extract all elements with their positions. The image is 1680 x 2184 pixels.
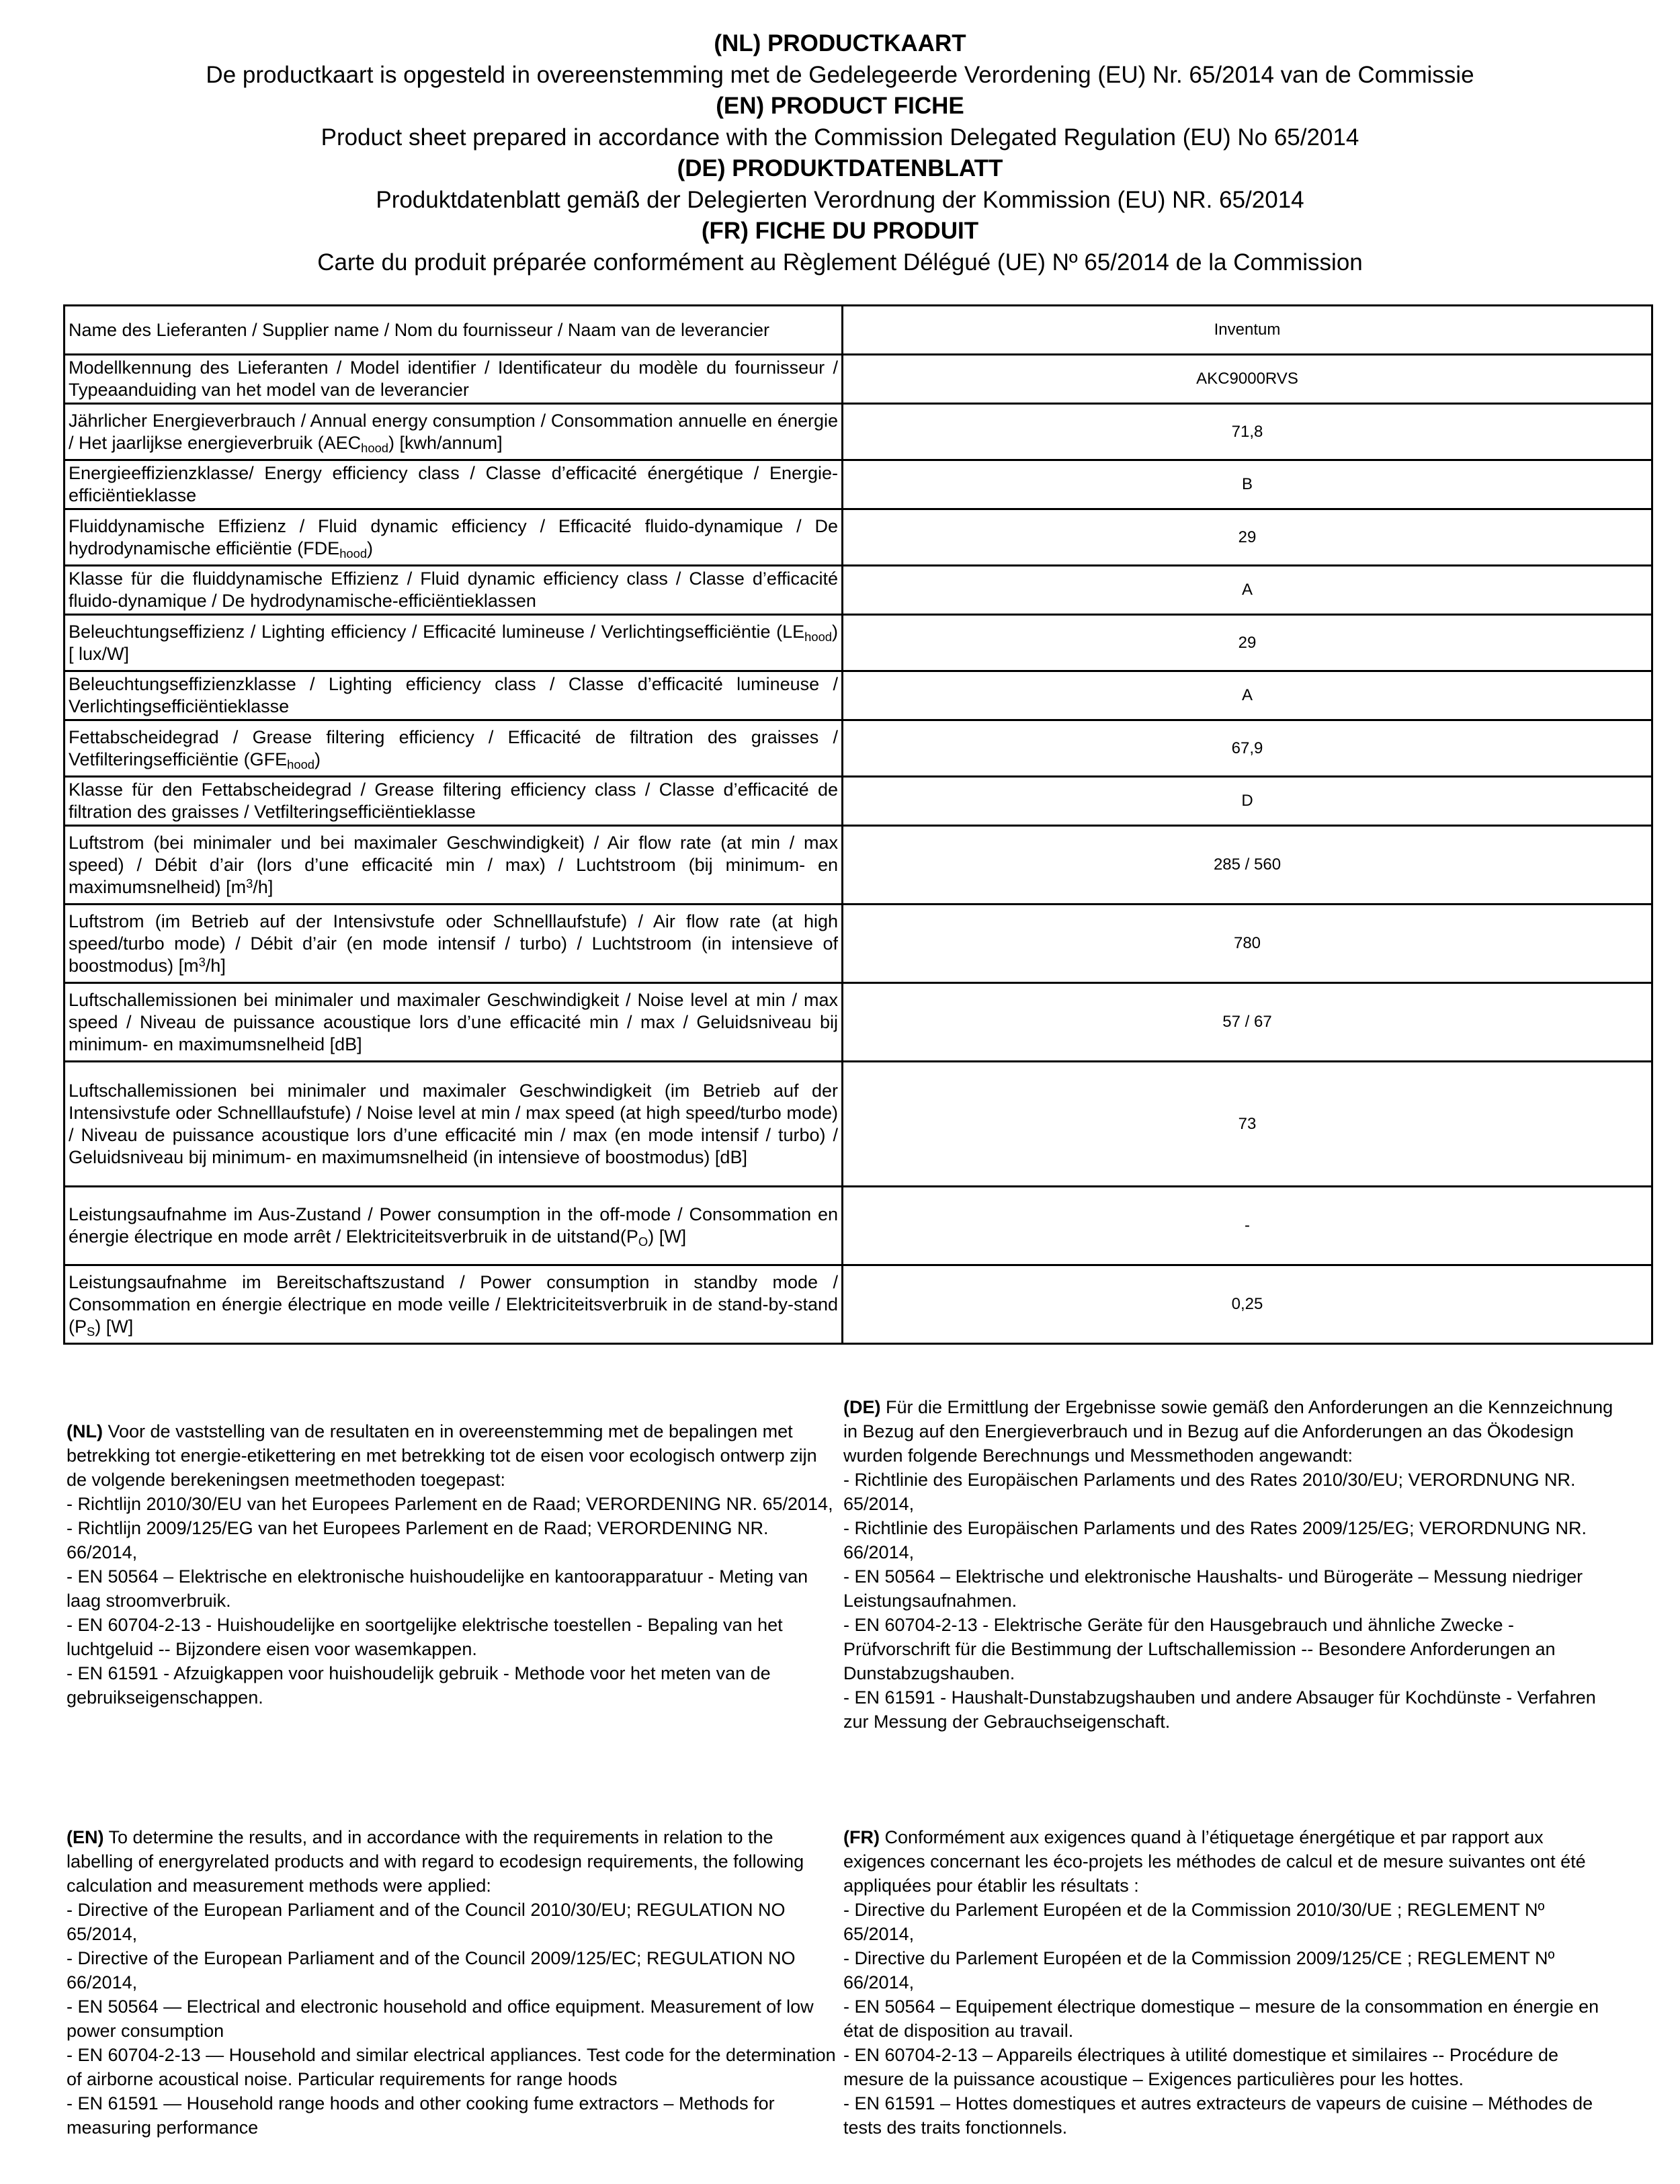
row-label-superscript: 3: [246, 876, 253, 890]
row-label-subscript: hood: [339, 546, 368, 560]
notes-de-line: - Richtlinie des Europäischen Parlaments und des Rates 2010/30/EU; VERORDNUNG NR. 65/2014,: [843, 1470, 1576, 1514]
row-label-text: Name des Lieferanten / Supplier name / Nom du fournisseur / Naam van de leverancier: [69, 319, 770, 340]
table-row: [65, 1187, 1652, 1265]
table-row: [65, 509, 1652, 566]
row-label: [65, 671, 843, 720]
notes-fr-intro: [843, 1825, 1616, 1898]
notes-en-heading: (EN): [67, 1827, 104, 1847]
header-nl-subtitle: De productkaart is opgesteld in overeenstemming met de Gedelegeerde Verordening (EU) Nr. 65/2014 van de Commissie: [206, 62, 1474, 88]
row-value: B: [843, 460, 1652, 509]
notes-de: [843, 1395, 1616, 1734]
table-row: [65, 404, 1652, 460]
notes-de-intro-text: Für die Ermittlung der Ergebnisse sowie gemäß den Anforderungen an die Kennzeichnung in Bezug auf den Energieverbrauch und in Bezug auf die Anforderungen an das Ökodesign wurden folgende Berechnungs und Messmethoden angewandt:: [843, 1397, 1613, 1466]
row-label-suffix: /h]: [253, 876, 274, 897]
row-label: [65, 720, 843, 777]
row-label: [65, 615, 843, 671]
row-label: [65, 905, 843, 983]
table-row: [65, 905, 1652, 983]
notes-nl-line: - EN 50564 – Elektrische en elektronische huishoudelijke en kantoorapparatuur - Meting van laag stroomverbruik.: [67, 1566, 808, 1611]
row-label-suffix: ) [W]: [648, 1226, 687, 1247]
header-nl-title: (NL) PRODUCTKAART: [714, 30, 966, 56]
table-row: [65, 826, 1652, 905]
row-value: 285 / 560: [843, 826, 1652, 905]
row-label: [65, 1187, 843, 1265]
notes-de-line: - EN 61591 - Haushalt-Dunstabzugshauben und andere Absauger für Kochdünste - Verfahren zur Messung der Gebrauchseigenschaft.: [843, 1687, 1596, 1732]
notes-fr: [843, 1825, 1616, 2140]
row-label: [65, 777, 843, 826]
table-row: [65, 306, 1652, 355]
header-de-title: (DE) PRODUKTDATENBLATT: [677, 155, 1003, 181]
notes-nl: [67, 1419, 839, 1710]
notes-fr-intro-text: Conformément aux exigences quand à l’étiquetage énergétique et par rapport aux exigences concernant les éco-projets les méthodes de calcul et de mesure suivantes ont été appliquées pour établir les résultats :: [843, 1827, 1586, 1896]
table-row: [65, 720, 1652, 777]
notes-fr-line: - EN 61591 – Hottes domestiques et autres extracteurs de vapeurs de cuisine – Méthodes de tests des traits fonctionnels.: [843, 2093, 1593, 2138]
header-en-title: (EN) PRODUCT FICHE: [716, 93, 964, 119]
notes-en: [67, 1825, 839, 2140]
header-en-subtitle: Product sheet prepared in accordance with the Commission Delegated Regulation (EU) No 65/2014: [321, 124, 1359, 151]
row-label: [65, 509, 843, 566]
table-row: [65, 983, 1652, 1062]
notes-nl-line: - Richtlijn 2010/30/EU van het Europees Parlement en de Raad; VERORDENING NR. 65/2014,: [67, 1494, 833, 1514]
table-row: [65, 460, 1652, 509]
row-value: 67,9: [843, 720, 1652, 777]
row-value: A: [843, 671, 1652, 720]
row-label-suffix: ): [367, 538, 374, 558]
notes-en-line: - Directive of the European Parliament and of the Council 2010/30/EU; REGULATION NO 65/2014,: [67, 1900, 786, 1944]
row-label: [65, 983, 843, 1062]
notes-nl-line: - EN 61591 - Afzuigkappen voor huishoudelijk gebruik - Methode voor het meten van de gebruikseigenschappen.: [67, 1663, 771, 1708]
notes-nl-intro-text: Voor de vaststelling van de resultaten en in overeenstemming met de bepalingen met betrekking tot energie-etikettering en met betrekking tot de eisen voor ecologisch ontwerp zijn de volgende berekeningsen meetmethoden toegepast:: [67, 1421, 817, 1490]
notes-fr-line: - Directive du Parlement Européen et de la Commission 2009/125/CE ; REGLEMENT Nº 66/2014,: [843, 1948, 1555, 1992]
row-label-subscript: O: [638, 1234, 648, 1249]
notes-nl-line: - Richtlijn 2009/125/EG van het Europees Parlement en de Raad; VERORDENING NR. 66/2014,: [67, 1518, 769, 1562]
row-value: 71,8: [843, 404, 1652, 460]
row-label-text: Jährlicher Energieverbrauch / Annual energy consumption / Consommation annuelle en énergie / Het jaarlijkse energieverbruik (AEC: [69, 410, 838, 453]
product-fiche-table: [63, 304, 1653, 1345]
row-value: Inventum: [843, 306, 1652, 355]
notes-en-line: - EN 50564 — Electrical and electronic household and office equipment. Measurement of low power consumption: [67, 1997, 814, 2041]
table-row: [65, 615, 1652, 671]
row-label-text: Beleuchtungseffizienz / Lighting efficiency / Efficacité lumineuse / Verlichtingsefficiëntie (LE: [69, 621, 805, 642]
document-header: [0, 28, 1680, 278]
row-label: [65, 566, 843, 615]
row-label-text: Luftschallemissionen bei minimaler und maximaler Geschwindigkeit / Noise level at min / max speed / Niveau de puissance acoustique lors d’une efficacité min / max / Geluidsniveau bij minimum- en maximumsnelheid [dB]: [69, 989, 838, 1054]
notes-fr-line: - EN 60704-2-13 – Appareils électriques à utilité domestique et similaires -- Procédure de mesure de la puissance acoustique – Exigences particulières pour les hottes.: [843, 2045, 1559, 2089]
notes-en-intro: [67, 1825, 839, 1898]
row-label-text: Luftstrom (bei minimaler und bei maximaler Geschwindigkeit) / Air flow rate (at min / max speed) / Débit d’air (lors d’une efficacité min / max) / Luchtstroom (bij minimum- en maximumsnelheid) [m: [69, 832, 838, 897]
row-label-suffix: ) [kwh/annum]: [388, 432, 503, 453]
row-value: -: [843, 1187, 1652, 1265]
table-row: [65, 355, 1652, 404]
row-value: A: [843, 566, 1652, 615]
row-label-text: Klasse für den Fettabscheidegrad / Grease filtering efficiency class / Classe d’efficacité de filtration des graisses / Vetfilteringsefficiëntieklasse: [69, 780, 838, 822]
header-fr-title: (FR) FICHE DU PRODUIT: [701, 218, 979, 244]
row-label-subscript: hood: [287, 757, 314, 771]
notes-de-heading: (DE): [843, 1397, 881, 1417]
table-row: [65, 566, 1652, 615]
row-label-subscript: S: [87, 1324, 95, 1339]
row-label-subscript: hood: [804, 629, 832, 644]
notes-en-line: - EN 61591 — Household range hoods and other cooking fume extractors – Methods for measuring performance: [67, 2093, 775, 2138]
row-label: [65, 404, 843, 460]
notes-de-line: - Richtlinie des Europäischen Parlaments und des Rates 2009/125/EG; VERORDNUNG NR. 66/2014,: [843, 1518, 1587, 1562]
table-row: [65, 777, 1652, 826]
row-label: [65, 1265, 843, 1344]
row-label-suffix: ): [314, 749, 321, 769]
row-label: [65, 1062, 843, 1187]
notes-fr-line: - EN 50564 – Equipement électrique domestique – mesure de la consommation en énergie en état de disposition au travail.: [843, 1997, 1599, 2041]
table-row: [65, 1265, 1652, 1344]
row-value: 57 / 67: [843, 983, 1652, 1062]
row-label: [65, 306, 843, 355]
row-label-superscript: 3: [198, 954, 206, 969]
row-value: 0,25: [843, 1265, 1652, 1344]
row-label: [65, 826, 843, 905]
row-label-suffix: ) [ lux/W]: [69, 621, 838, 664]
row-label-subscript: hood: [361, 440, 389, 455]
row-value: 29: [843, 509, 1652, 566]
row-value: AKC9000RVS: [843, 355, 1652, 404]
table-row: [65, 671, 1652, 720]
row-value: 29: [843, 615, 1652, 671]
notes-fr-heading: (FR): [843, 1827, 880, 1847]
notes-en-line: - Directive of the European Parliament and of the Council 2009/125/EC; REGULATION NO 66/2014,: [67, 1948, 796, 1992]
row-label: [65, 460, 843, 509]
notes-nl-intro: [67, 1419, 839, 1492]
row-label: [65, 355, 843, 404]
notes-en-line: - EN 60704-2-13 — Household and similar electrical appliances. Test code for the determination of airborne acoustical noise. Particular requirements for range hoods: [67, 2045, 836, 2089]
row-label-text: Luftstrom (im Betrieb auf der Intensivstufe oder Schnelllaufstufe) / Air flow rate (at high speed/turbo mode) / Débit d’air (en mode intensif / turbo) / Luchtstroom (in intensieve of boostmodus) [m: [69, 911, 838, 976]
header-de-subtitle: Produktdatenblatt gemäß der Delegierten Verordnung der Kommission (EU) NR. 65/2014: [376, 187, 1304, 213]
row-label-text: Fettabscheidegrad / Grease filtering efficiency / Efficacité de filtration des graisses / Vetfilteringsefficiëntie (GFE: [69, 726, 838, 769]
notes-fr-line: - Directive du Parlement Européen et de la Commission 2010/30/UE ; REGLEMENT Nº 65/2014,: [843, 1900, 1545, 1944]
row-label-text: Fluiddynamische Effizienz / Fluid dynamic efficiency / Efficacité fluido-dynamique / De hydrodynamische efficiëntie (FDE: [69, 515, 838, 558]
header-fr-subtitle: Carte du produit préparée conformément au Règlement Délégué (UE) Nº 65/2014 de la Commission: [317, 249, 1363, 276]
table-row: [65, 1062, 1652, 1187]
row-label-text: Leistungsaufnahme im Bereitschaftszustand / Power consumption in standby mode / Consommation en énergie électrique en mode veille / Elektriciteitsverbruik in de stand-by-stand (P: [69, 1271, 838, 1337]
row-label-text: Klasse für die fluiddynamische Effizienz / Fluid dynamic efficiency class / Classe d’efficacité fluido-dynamique / De hydrodynamische-efficiëntieklassen: [69, 569, 838, 611]
row-label-text: Modellkennung des Lieferanten / Model identifier / Identificateur du modèle du fournisseur / Typeaanduiding van het model van de leverancier: [69, 358, 838, 400]
row-label-text: Luftschallemissionen bei minimaler und maximaler Geschwindigkeit (im Betrieb auf der Intensivstufe oder Schnelllaufstufe) / Noise level at min / max speed (at high speed/turbo mode) / Niveau de puissance acoustique lors d’une efficacité min / max (en mode intensif / turbo) / Geluidsniveau bij minimum- en maximumsnelheid (in intensieve of boostmodus) [dB]: [69, 1080, 838, 1167]
row-value: 780: [843, 905, 1652, 983]
notes-de-intro: [843, 1395, 1616, 1468]
row-label-text: Leistungsaufnahme im Aus-Zustand / Power consumption in the off-mode / Consommation en énergie électrique en mode arrêt / Elektriciteitsverbruik in de uitstand(P: [69, 1204, 838, 1247]
notes-de-line: - EN 60704-2-13 - Elektrische Geräte für den Hausgebrauch und ähnliche Zwecke - Prüfvorschrift für die Bestimmung der Luftschallemission -- Besondere Anforderungen an Dunstabzugshauben.: [843, 1615, 1556, 1683]
row-value: D: [843, 777, 1652, 826]
row-label-suffix: /h]: [205, 955, 226, 976]
notes-nl-heading: (NL): [67, 1421, 103, 1441]
row-value: 73: [843, 1062, 1652, 1187]
notes-nl-line: - EN 60704-2-13 - Huishoudelijke en soortgelijke elektrische toestellen - Bepaling van het luchtgeluid -- Bijzondere eisen voor wasemkappen.: [67, 1615, 783, 1659]
notes-en-intro-text: To determine the results, and in accordance with the requirements in relation to the labelling of energyrelated products and with regard to ecodesign requirements, the following calculation and measurement methods were applied:: [67, 1827, 804, 1896]
row-label-suffix: ) [W]: [95, 1316, 134, 1337]
notes-de-line: - EN 50564 – Elektrische und elektronische Haushalts- und Bürogeräte – Messung niedriger Leistungsaufnahmen.: [843, 1566, 1583, 1611]
row-label-text: Beleuchtungseffizienzklasse / Lighting efficiency class / Classe d’efficacité lumineuse / Verlichtingsefficiëntieklasse: [69, 674, 838, 716]
row-label-text: Energieeffizienzklasse/ Energy efficiency class / Classe d’efficacité énergétique / Energie-efficiëntieklasse: [69, 463, 838, 505]
